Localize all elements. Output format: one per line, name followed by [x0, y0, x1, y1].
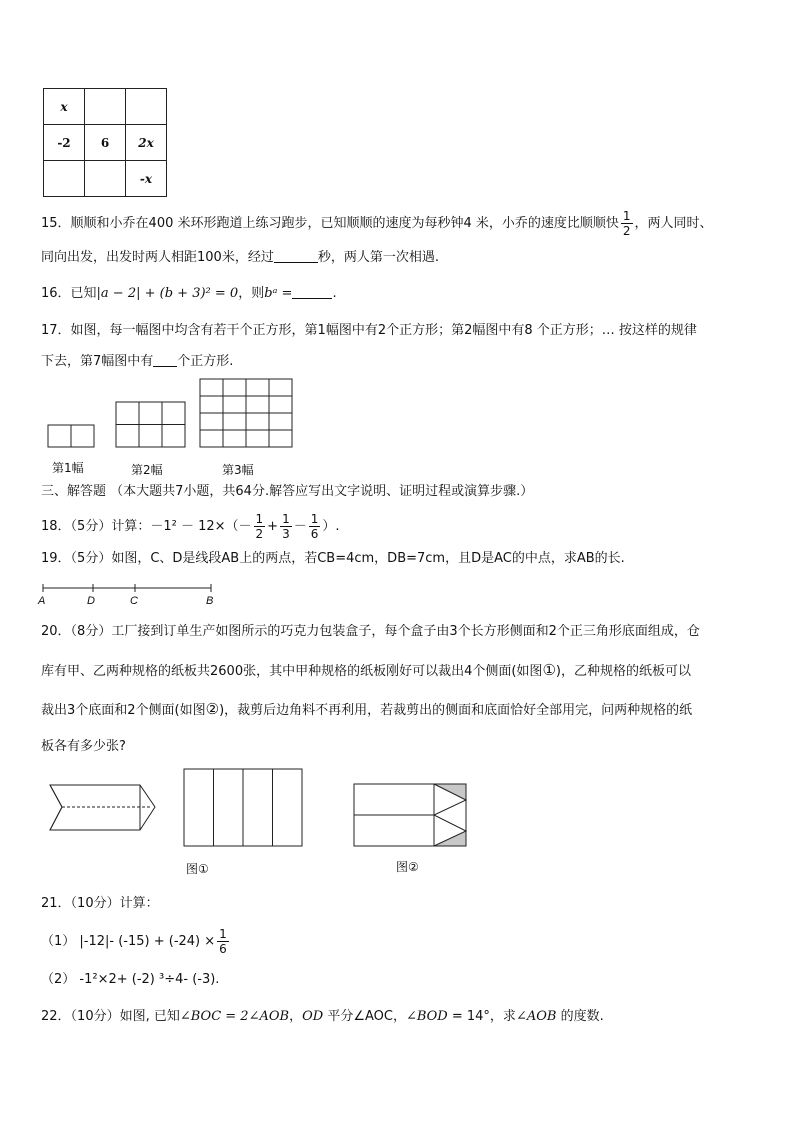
q20-circle-2: ②: [205, 700, 220, 718]
frac-num: 1: [310, 512, 319, 526]
q20-line2-b: )，乙种规格的纸板可以: [555, 664, 691, 679]
square-patterns-figure: [0, 370, 320, 450]
q15-line2-b: 秒，两人第一次相遇.: [317, 250, 439, 265]
q22-angle-relation: ∠BOC = 2∠AOB: [179, 1009, 290, 1024]
q20-circle-1: ①: [542, 661, 556, 679]
grid-cell: 2x: [126, 125, 167, 161]
q15-line2-a: 同向出发，出发时两人相距100米，经过: [41, 250, 274, 265]
q21-part1-text: （1） |-12|- (-15) + (-24) ×: [41, 934, 216, 949]
question-18: [41, 512, 754, 541]
question-22: [41, 1007, 754, 1027]
grid-cell: [44, 161, 85, 197]
q20-line2-a: 库有甲、乙两种规格的纸板共2600张，其中甲种规格的纸板刚好可以裁出4个侧面(如图: [41, 664, 543, 679]
question-20-line-2: [41, 660, 754, 682]
box-figures: [0, 765, 480, 855]
grid-cell: [85, 89, 126, 125]
q15-text-a: 15．顺顺和小乔在400 米环形跑道上练习跑步，已知顺顺的速度为每秒钟4 米，小乔的速度比顺顺快: [41, 216, 619, 231]
board-type-b: [354, 784, 466, 846]
q15-text-b: ，两人同时、: [634, 216, 713, 231]
q22-angle-aob: ∠AOB: [515, 1009, 557, 1024]
question-20-line-4: 板各有多少张?: [41, 739, 126, 754]
question-15-line-1: [41, 209, 754, 238]
frac-num: 1: [219, 927, 227, 941]
q22-angle-bod: ∠BOD: [405, 1009, 448, 1024]
q22-text-a: 22．（10分）如图, 已知: [41, 1009, 180, 1024]
question-21-part-2: （2） -1²×2+ (-2) ³÷4- (-3).: [41, 972, 220, 987]
caption-pattern-3: 第3幅: [222, 463, 254, 477]
question-19: 19．（5分）如图，C、D是线段AB上的两点，若CB=4cm，DB=7cm，且D是AC的中点，求AB的长.: [41, 551, 625, 566]
frac-den: 6: [310, 527, 319, 541]
board-type-a: [184, 769, 302, 846]
question-15-line-2: [41, 248, 754, 268]
question-20-line-3: [41, 699, 754, 721]
question-20-line-1: 20．（8分）工厂接到订单生产如图所示的巧克力包装盒子，每个盒子由3个长方形侧面和2个正三角形底面组成，仓: [41, 624, 700, 639]
q20-line3-a: 裁出3个底面和2个侧面(如图: [41, 703, 206, 718]
grid-cell: 6: [85, 125, 126, 161]
point-label-c: C: [130, 595, 138, 607]
grid-cell: [85, 161, 126, 197]
point-label-b: B: [206, 595, 214, 607]
chocolate-box-prism: [50, 785, 155, 830]
q15-frac-den: 2: [622, 224, 631, 238]
q22-text-b: ，: [289, 1009, 303, 1024]
q15-answer-blank[interactable]: [274, 248, 318, 263]
frac-num: 1: [282, 512, 290, 526]
q18-frac-3: [309, 512, 321, 541]
q21-fraction: [217, 927, 229, 956]
q18-frac-2: [280, 512, 292, 541]
q18-prefix: 18．（5分）计算：: [41, 519, 151, 534]
grid-cell: x: [44, 89, 85, 125]
point-label-a: A: [38, 595, 46, 607]
figure-1-caption: 图①: [186, 862, 209, 876]
question-17-line-1: 17．如图，每一幅图中均含有若干个正方形，第1幅图中有2个正方形；第2幅图中有8 个正方形；… 按这样的规律: [41, 323, 697, 338]
q15-frac-num: 1: [622, 209, 631, 223]
q18-suffix: ）.: [322, 519, 340, 534]
q22-text-e: 的度数.: [556, 1009, 604, 1024]
frac-den: 6: [219, 942, 227, 956]
q22-text-d: = 14°，求: [447, 1009, 516, 1024]
q22-text-c: 平分∠AOC，: [323, 1009, 406, 1024]
grid-cell: [126, 89, 167, 125]
q17-line2-b: 个正方形.: [177, 354, 234, 369]
q16-answer-blank[interactable]: [292, 284, 332, 299]
q16-mid: ，则: [238, 286, 265, 301]
q15-fraction: [621, 209, 633, 238]
q18-frac-1: [254, 512, 266, 541]
section-3-heading: 三、解答题 （本大题共7小题，共64分.解答应写出文字说明、证明过程或演算步骤.）: [41, 484, 534, 499]
question-17-line-2: [41, 352, 754, 372]
q16-suffix: .: [332, 286, 337, 301]
caption-pattern-2: 第2幅: [131, 463, 163, 477]
question-21-heading: 21．（10分）计算：: [41, 896, 159, 911]
q16-equation: |a − 2| + (b + 3)² = 0: [96, 286, 239, 301]
frac-den: 2: [255, 527, 264, 541]
variable-grid: [43, 88, 167, 197]
question-16: [41, 284, 754, 304]
q18-minus: －: [293, 519, 307, 534]
q16-power: bᵃ =: [264, 286, 293, 301]
q16-prefix: 16．已知: [41, 286, 97, 301]
q17-answer-blank[interactable]: [153, 352, 177, 367]
grid-cell: -2: [44, 125, 85, 161]
caption-pattern-1: 第1幅: [52, 461, 84, 475]
figure-2-caption: 图②: [396, 860, 419, 874]
q22-bisector: OD: [302, 1009, 324, 1024]
frac-den: 3: [282, 527, 290, 541]
frac-num: 1: [255, 512, 264, 526]
point-label-d: D: [87, 595, 95, 607]
grid-cell: -x: [126, 161, 167, 197]
question-21-part-1: [41, 927, 754, 956]
q17-line2-a: 下去，第7幅图中有: [41, 354, 154, 369]
q18-plus: +: [267, 519, 279, 534]
q18-expr: －1² － 12×（－: [150, 519, 252, 534]
q20-line3-b: )，裁剪后边角料不再利用，若裁剪出的侧面和底面恰好全部用完，问两种规格的纸: [219, 703, 693, 718]
